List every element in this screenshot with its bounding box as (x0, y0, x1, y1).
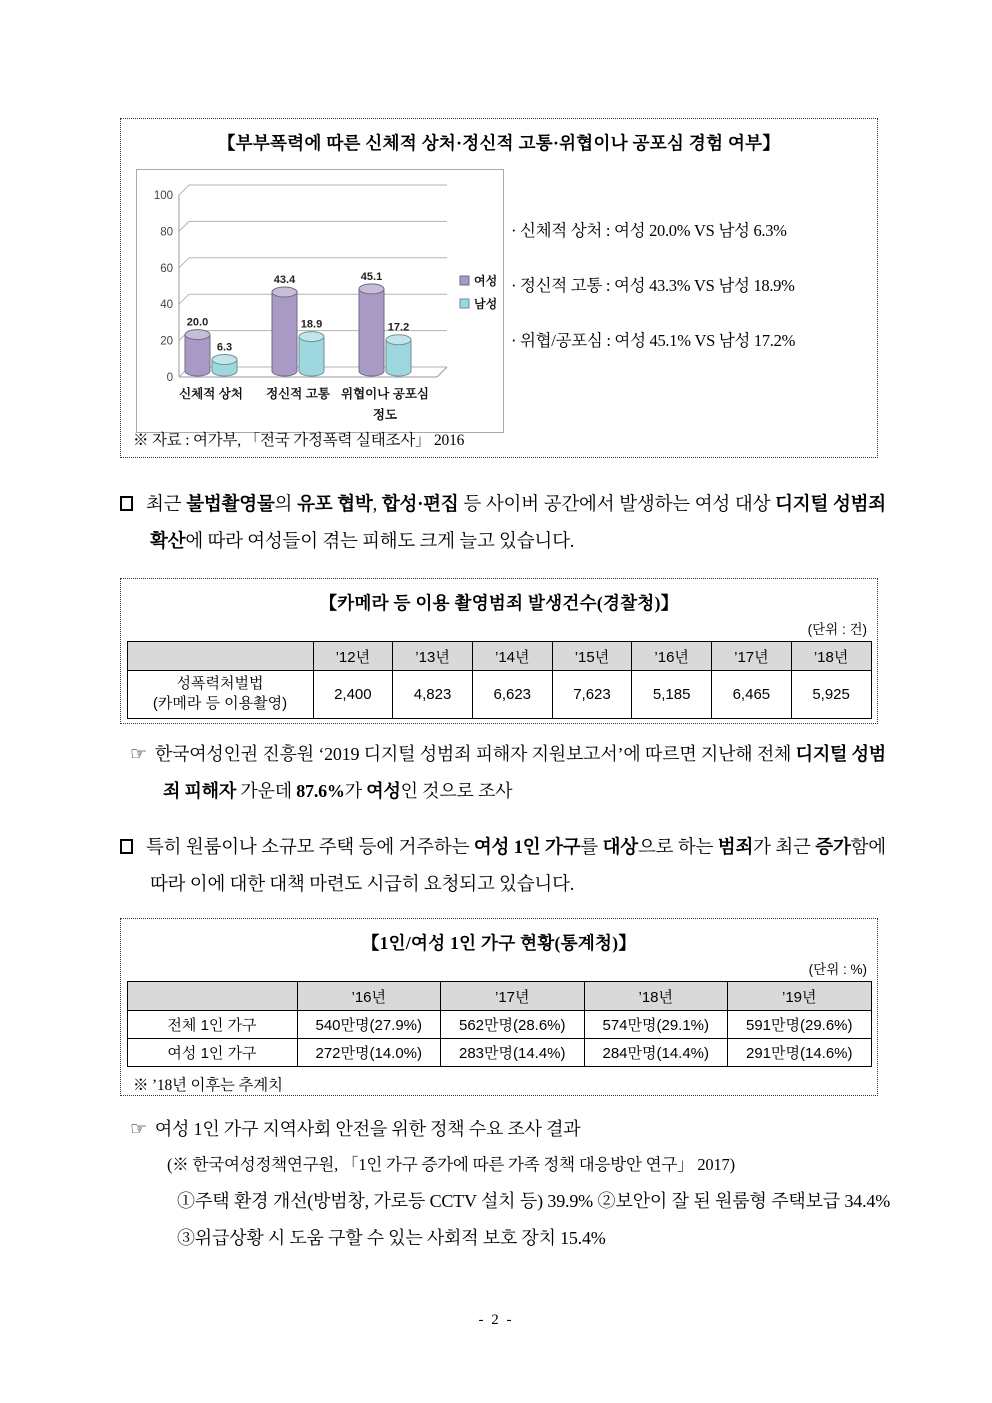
crime-header-y18: ’18년 (791, 642, 871, 671)
crime-value-y16: 5,185 (632, 671, 712, 719)
crime-value-y18: 5,925 (791, 671, 871, 719)
note-policy-survey (130, 1110, 890, 1258)
household-table (127, 981, 872, 1067)
household-row-female-label: 여성 1인 가구 (127, 1039, 297, 1067)
paragraph-single-household-text: 특히 원룸이나 소규모 주택 등에 거주하는 여성 1인 가구를 대상으로 하는 범죄가 최근 증가함에 따라 이에 대한 대책 마련도 시급히 요청되고 있습니다. (146, 838, 886, 895)
chart-box (120, 118, 878, 458)
svg-text:100: 100 (153, 190, 173, 202)
svg-text:0: 0 (166, 372, 173, 384)
total-y17: 562만명(28.6%) (441, 1011, 585, 1039)
household-table-box (120, 918, 878, 1096)
crime-header-y15: ’15년 (552, 642, 632, 671)
svg-text:위협이나 공포심: 위협이나 공포심 (341, 387, 429, 401)
pointing-hand-icon: ☞ (130, 1118, 147, 1140)
household-table-note: ※ ’18년 이후는 추계치 (133, 1077, 283, 1094)
crime-table-header-row (127, 642, 871, 671)
bullet-threat: · 위협/공포심 : 여성 45.1% VS 남성 17.2% (511, 331, 796, 350)
household-header-y18: ’18년 (584, 982, 728, 1011)
bullet-physical: · 신체적 상처 : 여성 20.0% VS 남성 6.3% (511, 221, 787, 240)
note-policy-survey-source: (※ 한국여성정책연구원, 「1인 가구 증가에 따른 가족 정책 대응방안 연구」 2017) (167, 1155, 735, 1174)
crime-value-y13: 4,823 (393, 671, 473, 719)
paragraph-single-household (120, 830, 886, 904)
chart-summary-bullets (511, 217, 873, 382)
total-y16: 540만명(27.9%) (297, 1011, 441, 1039)
crime-header-y12: ’12년 (313, 642, 393, 671)
crime-table-title: 【카메라 등 이용 촬영범죄 발생건수(경찰청)】 (319, 593, 679, 613)
svg-text:20.0: 20.0 (186, 316, 209, 329)
experience-chart (136, 169, 504, 433)
crime-header-y13: ’13년 (393, 642, 473, 671)
crime-row-label: 성폭력처벌법 (카메라 등 이용촬영) (127, 671, 313, 719)
svg-text:정도: 정도 (372, 408, 398, 422)
household-header-row (127, 982, 871, 1011)
svg-text:80: 80 (160, 226, 173, 239)
female-y19: 291만명(14.6%) (728, 1039, 872, 1067)
chart-box-title: 【부부폭력에 따른 신체적 상처·정신적 고통·위협이나 공포심 경험 여부】 (217, 133, 781, 153)
crime-value-y12: 2,400 (313, 671, 393, 719)
svg-text:정신적 고통: 정신적 고통 (266, 387, 330, 401)
household-header-y17: ’17년 (441, 982, 585, 1011)
crime-header-y17: ’17년 (712, 642, 792, 671)
svg-text:60: 60 (160, 262, 173, 275)
household-header-y16: ’16년 (297, 982, 441, 1011)
square-bullet-icon (120, 496, 133, 511)
crime-value-y15: 7,623 (552, 671, 632, 719)
paragraph-digital-crime (120, 487, 886, 561)
total-y19: 591만명(29.6%) (728, 1011, 872, 1039)
square-bullet-icon (120, 839, 133, 854)
crime-header-empty (127, 642, 313, 671)
household-row-female (127, 1039, 871, 1067)
paragraph-digital-crime-text: 최근 불법촬영물의 유포 협박, 합성·편집 등 사이버 공간에서 발생하는 여성 대상 디지털 성범죄 확산에 따라 여성들이 겪는 피해도 크게 늘고 있습니다. (146, 495, 886, 552)
svg-text:신체적 상처: 신체적 상처 (179, 387, 243, 401)
crime-table (127, 641, 872, 719)
bullet-mental: · 정신적 고통 : 여성 43.3% VS 남성 18.9% (511, 276, 795, 295)
note-policy-survey-results: ①주택 환경 개선(방범창, 가로등 CCTV 설치 등) 39.9% ②보안이 잘 된 원룸형 주택보급 34.4% ③위급상황 시 도움 구할 수 있는 사회적 보호 장치 15.4% (177, 1190, 890, 1249)
household-table-title: 【1인/여성 1인 가구 현황(통계청)】 (361, 933, 637, 953)
note-policy-survey-heading (130, 1110, 890, 1148)
svg-text:17.2: 17.2 (387, 321, 410, 334)
female-y17: 283만명(14.4%) (441, 1039, 585, 1067)
crime-table-unit: (단위 : 건) (807, 622, 867, 637)
crime-value-y17: 6,465 (712, 671, 792, 719)
svg-text:18.9: 18.9 (300, 318, 323, 331)
household-header-empty (127, 982, 297, 1011)
household-row-total-label: 전체 1인 가구 (127, 1011, 297, 1039)
crime-header-y16: ’16년 (632, 642, 712, 671)
svg-text:45.1: 45.1 (360, 270, 383, 283)
crime-table-data-row (127, 671, 871, 719)
crime-value-y14: 6,623 (472, 671, 552, 719)
chart-source: ※ 자료 : 여가부, 「전국 가정폭력 실태조사」 2016 (133, 432, 465, 449)
bar-chart-svg (137, 170, 503, 432)
svg-text:20: 20 (160, 335, 173, 348)
svg-text:40: 40 (160, 299, 173, 312)
pointing-hand-icon: ☞ (130, 743, 147, 765)
total-y18: 574만명(29.1%) (584, 1011, 728, 1039)
page-number: - 2 - (478, 1312, 514, 1328)
household-header-y19: ’19년 (728, 982, 872, 1011)
female-y18: 284만명(14.4%) (584, 1039, 728, 1067)
note-policy-survey-title: 여성 1인 가구 지역사회 안전을 위한 정책 수요 조사 결과 (154, 1119, 581, 1139)
svg-text:남성: 남성 (474, 297, 498, 311)
svg-text:6.3: 6.3 (216, 341, 233, 354)
note-digital-victims (130, 735, 886, 809)
crime-header-y14: ’14년 (472, 642, 552, 671)
female-y16: 272만명(14.0%) (297, 1039, 441, 1067)
crime-table-box (120, 578, 878, 724)
household-row-total (127, 1011, 871, 1039)
note-digital-victims-text: 한국여성인권 진흥원 ‘2019 디지털 성범죄 피해자 지원보고서’에 따르면 지난해 전체 디지털 성범죄 피해자 가운데 87.6%가 여성인 것으로 조사 (154, 744, 886, 801)
svg-text:43.4: 43.4 (273, 274, 296, 287)
svg-text:여성: 여성 (474, 274, 498, 288)
household-table-unit: (단위 : %) (808, 962, 867, 977)
